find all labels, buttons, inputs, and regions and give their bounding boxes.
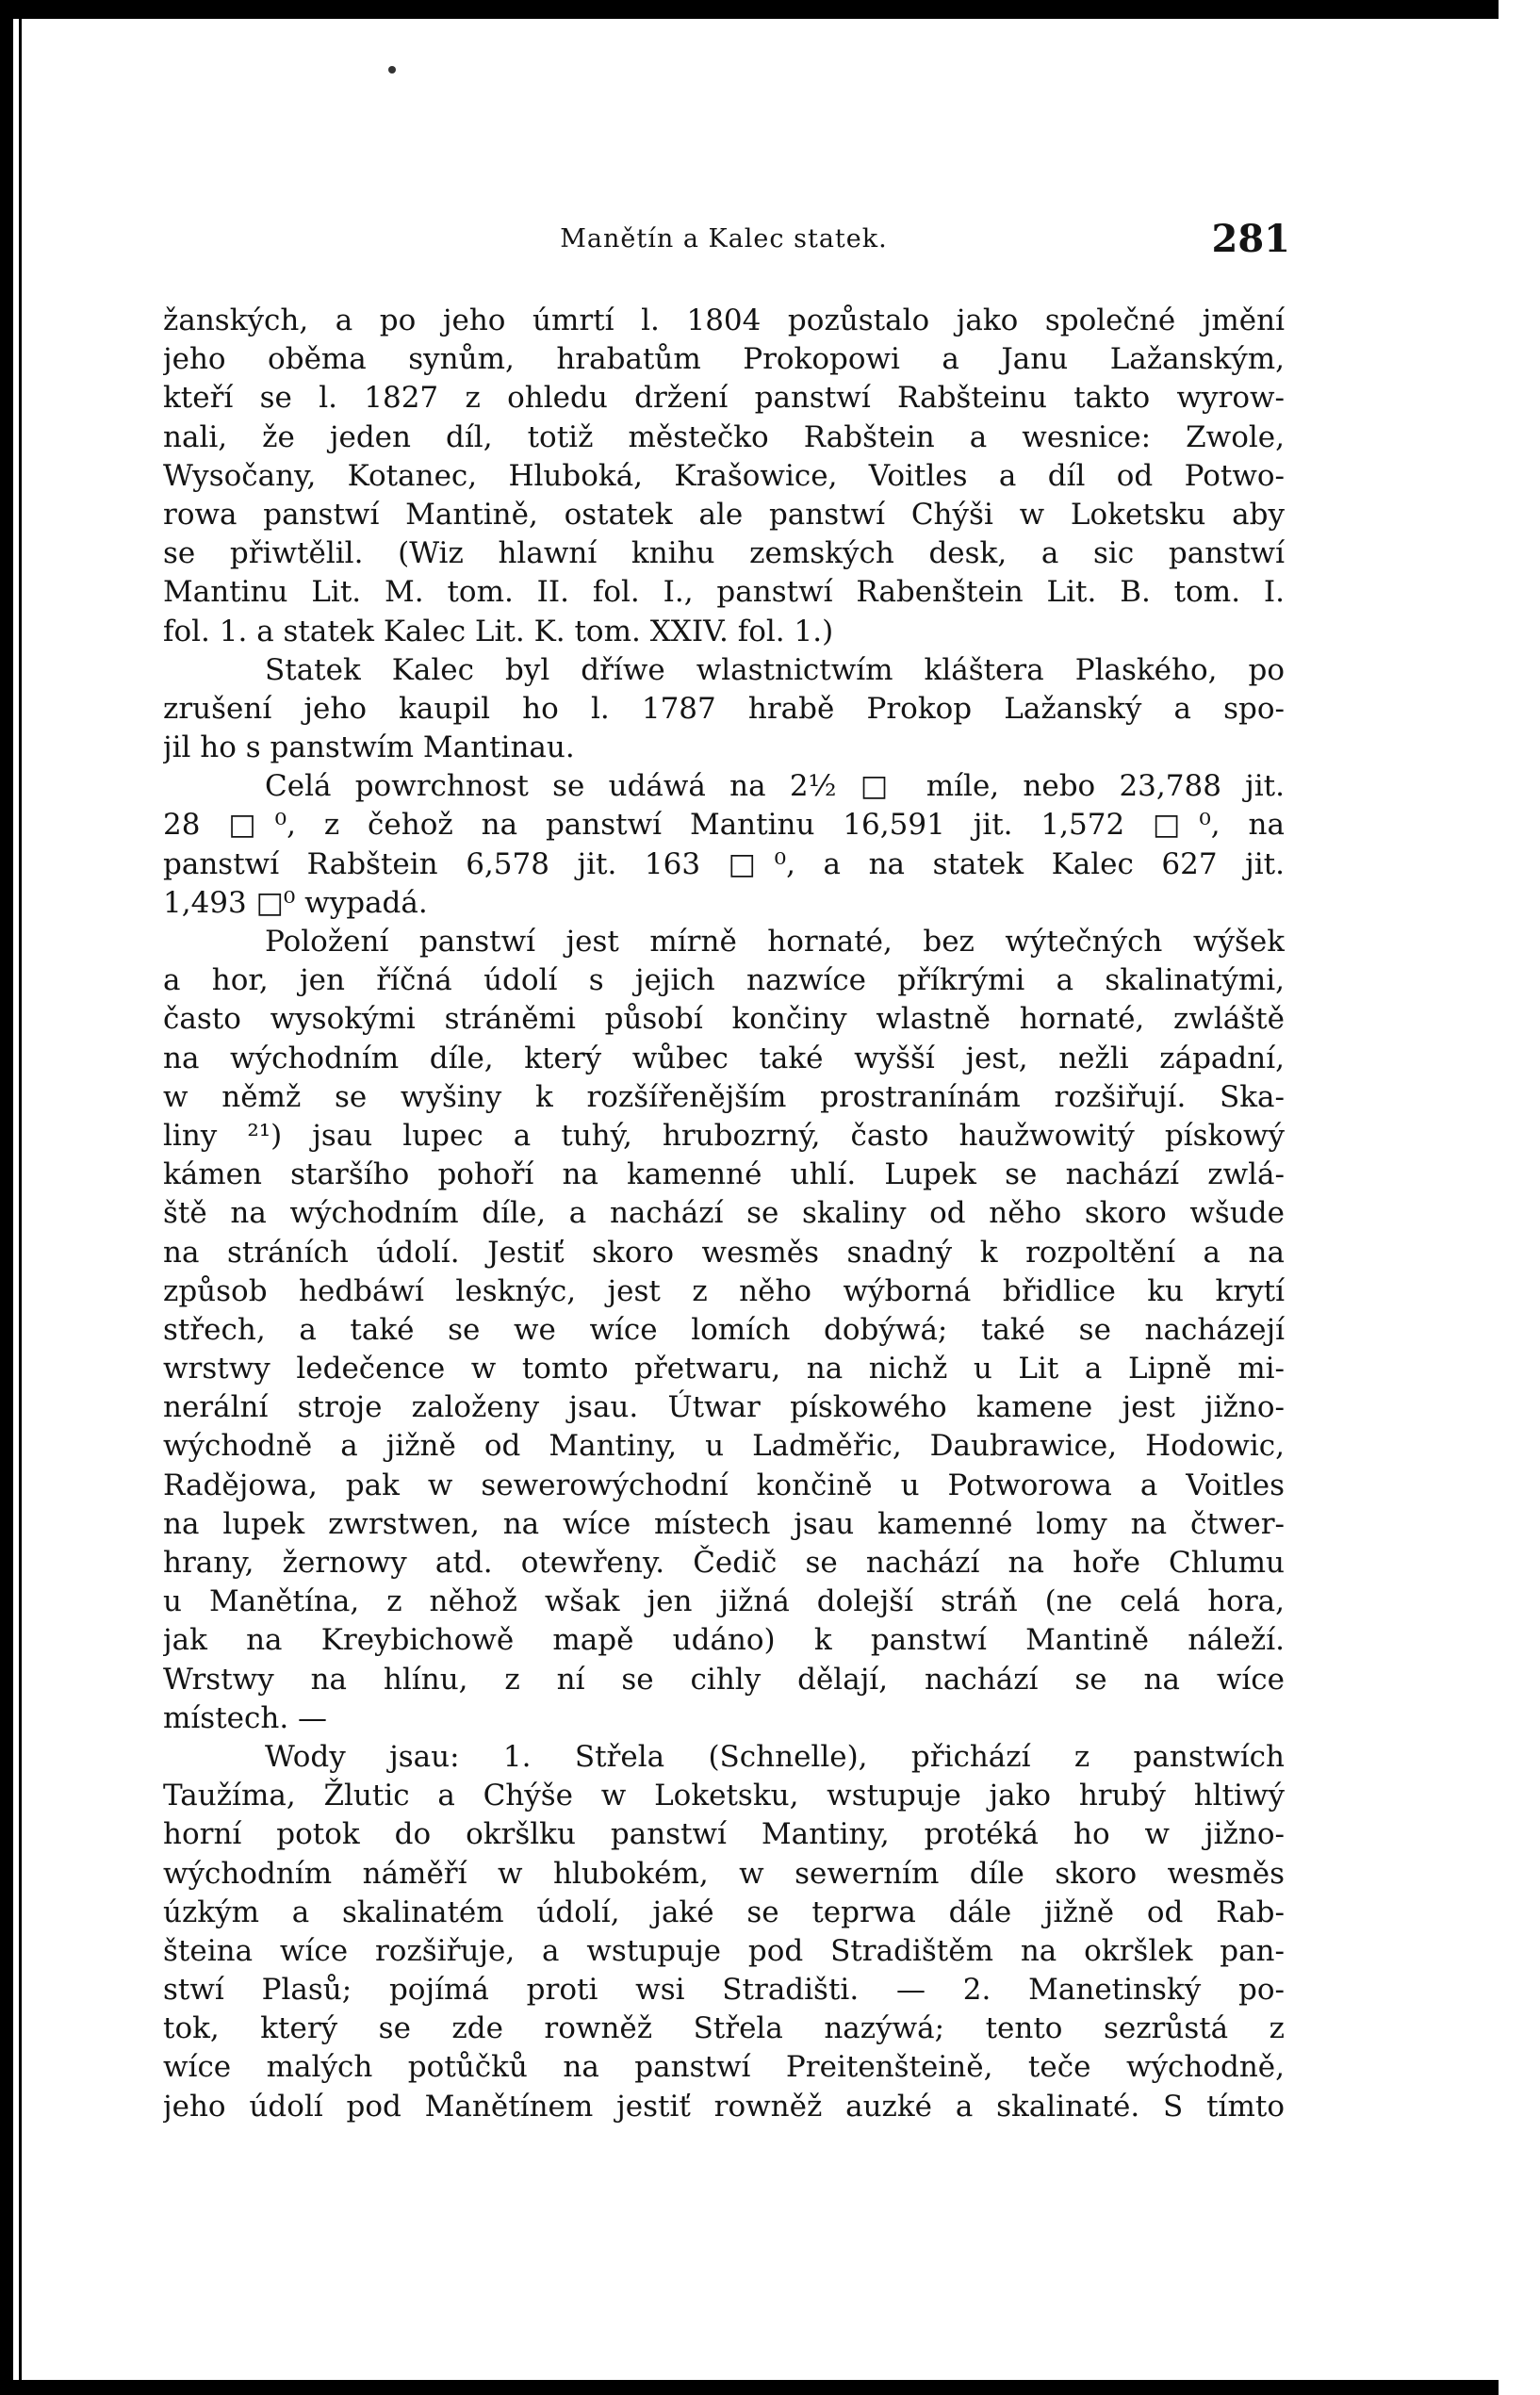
text-line: jak na Kreybichowě mapě udáno) k panstwí Mantině náleží. [163,1623,1285,1658]
text-line: wrstwy ledečence w tomto přetwaru, na nichž u Lit a Lipně mi- [163,1352,1285,1386]
text-line: Wysočany, Kotanec, Hluboká, Krašowice, Voitles a díl od Potwo- [163,458,1285,493]
text-line: stwí Plasů; pojímá proti wsi Stradišti. — 2. Manetinský po- [163,1973,1285,2008]
text-line: rowa panstwí Mantině, ostatek ale panstwí Chýši w Loketsku aby [163,497,1285,532]
text-line: 28 □⁰, z čehož na panstwí Mantinu 16,591 jit. 1,572 □⁰, na [163,808,1285,843]
text-line: wýchodním náměří w hlubokém, w sewerním díle skoro wesměs [163,1856,1285,1891]
text-line: hrany, žernowy atd. otewřeny. Čedič se nachází na hoře Chlumu [163,1546,1285,1580]
text-line: horní potok do okršlku panstwí Mantiny, protéká ho w jižno- [163,1817,1285,1852]
text-line: kámen staršího pohoří na kamenné uhlí. Lupek se nachází zwlá- [163,1157,1285,1192]
text-line: Položení panstwí jest mírně hornaté, bez wýtečných wýšek [265,925,1285,959]
page-body-text [163,302,1285,2126]
text-line: jil ho s panstwím Mantinau. [163,730,575,765]
text-line: wíce malých potůčků na panstwí Preitenšteině, teče wýchodně, [163,2050,1285,2085]
ink-speck [388,66,396,74]
text-line: Wody jsau: 1. Střela (Schnelle), přichází z panstwích [265,1739,1285,1774]
text-line: 1,493 □⁰ wypadá. [163,885,428,920]
text-line: způsob hedbáwí lesknýc, jest z něho wýborná břidlice ku krytí [163,1273,1285,1308]
text-line: často wysokými stráněmi působí končiny wlastně hornaté, zwláště [163,1002,1285,1037]
text-line: na lupek zwrstwen, na wíce místech jsau kamenné lomy na čtwer- [163,1506,1285,1541]
scan-border-inner-left [19,19,22,2395]
text-line: Wrstwy na hlínu, z ní se cihly dělají, nachází se na wíce [163,1662,1285,1697]
scan-border-bottom [0,2380,1540,2395]
text-line: kteří se l. 1827 z ohledu držení panstwí Rabšteinu takto wyrow- [163,381,1285,416]
scan-border-left [0,0,13,2395]
text-line: ště na wýchodním díle, a nachází se skaliny od něho skoro wšude [163,1196,1285,1231]
text-line: zrušení jeho kaupil ho l. 1787 hrabě Prokop Lažanský a spo- [163,691,1285,726]
text-line: liny ²¹) jsau lupec a tuhý, hrubozrný, často haužwowitý pískowý [163,1118,1285,1153]
page-number: 281 [1211,217,1290,261]
text-line: místech. — [163,1700,328,1735]
text-line: tok, který se zde rowněž Střela nazýwá; tento sezrůstá z [163,2011,1285,2046]
text-line: na wýchodním díle, který wůbec také wyšší jest, nežli západní, [163,1041,1285,1075]
text-line: se přiwtělil. (Wiz hlawní knihu zemských desk, a sic panstwí [163,536,1285,571]
text-line: úzkým a skalinatém údolí, jaké se teprwa dále jižně od Rab- [163,1895,1285,1929]
text-line: Celá powrchnost se udáwá na 2½ □ míle, nebo 23,788 jit. [265,769,1285,804]
text-line: žanských, a po jeho úmrtí l. 1804 pozůstalo jako společné jmění [163,303,1285,337]
text-line: Radějowa, pak w sewerowýchodní končině u Potworowa a Voitles [163,1468,1285,1502]
scan-border-top [0,0,1540,19]
text-line: Statek Kalec byl dříwe wlastnictwím kláštera Plaského, po [265,652,1285,687]
text-line: jeho oběma synům, hrabatům Prokopowi a Janu Lažanským, [163,342,1285,377]
book-page [163,217,1290,2126]
text-line: wýchodně a jižně od Mantiny, u Ladměřic, Daubrawice, Hodowic, [163,1429,1285,1464]
text-line: fol. 1. a statek Kalec Lit. K. tom. XXIV. fol. 1.) [163,614,834,648]
text-line: Taužíma, Žlutic a Chýše w Loketsku, wstupuje jako hrubý hltiwý [163,1779,1285,1813]
text-line: nerální stroje založeny jsau. Útwar pískowého kamene jest jižno- [163,1390,1285,1425]
text-line: a hor, jen říčná údolí s jejich nazwíce příkrými a skalinatými, [163,963,1285,998]
text-line: nali, že jeden díl, totiž městečko Rabštein a wesnice: Zwole, [163,419,1285,454]
text-line: šteina wíce rozšiřuje, a wstupuje pod Stradištěm na okršlek pan- [163,1933,1285,1968]
text-line: jeho údolí pod Manětínem jestiť rowněž auzké a skalinaté. S tímto [163,2089,1285,2124]
running-title: Manětín a Kalec statek. [560,224,888,254]
page-header [163,217,1290,273]
text-line: střech, a také se we wíce lomích dobýwá; také se nacházejí [163,1312,1285,1347]
text-line: w němž se wyšiny k rozšířenějším prostranínám rozšiřují. Ska- [163,1079,1285,1114]
text-line: na stráních údolí. Jestiť skoro wesměs snadný k rozpoltění a na [163,1235,1285,1270]
page-right-margin [1499,0,1540,2395]
text-line: u Manětína, z něhož wšak jen jižná dolejší stráň (ne celá hora, [163,1584,1285,1619]
text-line: Mantinu Lit. M. tom. II. fol. I., panstwí Rabenštein Lit. B. tom. I. [163,575,1285,610]
text-line: panstwí Rabštein 6,578 jit. 163 □⁰, a na statek Kalec 627 jit. [163,846,1285,881]
